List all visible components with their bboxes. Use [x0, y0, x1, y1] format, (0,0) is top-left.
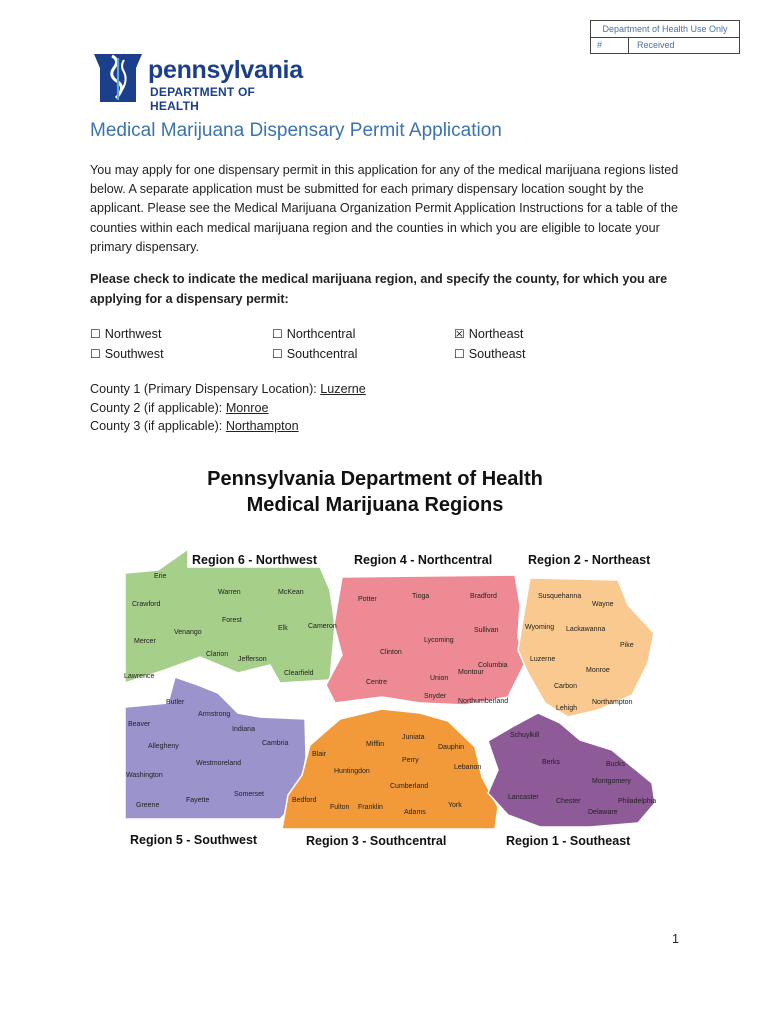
county-label: Erie	[154, 573, 167, 580]
region-option-northeast[interactable]: ☒ Northeast	[454, 324, 523, 344]
county-label: Lancaster	[508, 794, 539, 801]
county-label: Union	[430, 675, 449, 682]
county-label: Tioga	[412, 593, 430, 600]
county-label: York	[448, 802, 462, 809]
county-label: Dauphin	[438, 744, 465, 751]
keystone-logo-icon	[90, 50, 146, 106]
county-label: Bucks	[606, 761, 626, 768]
county-label: Lawrence	[124, 673, 155, 680]
checkbox-icon[interactable]: ☐	[90, 327, 101, 341]
county-label: Lehigh	[556, 705, 578, 712]
county-label: Lackawanna	[566, 626, 606, 633]
county-label: Westmoreland	[196, 760, 242, 767]
county-label: Wyoming	[525, 624, 555, 631]
office-use-number: #	[591, 38, 629, 53]
county-label: Clearfield	[284, 670, 314, 677]
county-label: Mercer	[134, 638, 156, 645]
county-label: Mifflin	[366, 741, 385, 748]
county-label: Delaware	[588, 809, 618, 816]
county-fields	[90, 380, 366, 436]
region-shape-northwest	[125, 549, 335, 683]
county-label: Northumberland	[458, 698, 509, 705]
county-label: Elk	[278, 625, 288, 632]
county-label: Columbia	[478, 662, 508, 669]
county-label: Sullivan	[474, 627, 499, 634]
county-label: Allegheny	[148, 743, 179, 750]
county-label: Fayette	[186, 797, 210, 804]
checkbox-icon[interactable]: ☐	[272, 327, 283, 341]
region-label-northwest: Region 6 - Northwest	[192, 553, 318, 567]
page-number: 1	[672, 932, 680, 946]
county-label: Crawford	[132, 601, 161, 608]
intro-paragraph: You may apply for one dispensary permit in this application for any of the medical marijuana regions listed below. A separate application must be submitted for each primary dispensary location sought by the applicant. Please see the Medical Marijuana Organization Permit Application Instructions for a table of the counties within each medical marijuana region and the counties in which you are eligible to locate your primary dispensary.	[90, 163, 679, 254]
county-3-row: County 3 (if applicable): Northampton	[90, 419, 299, 433]
county-label: Jefferson	[238, 656, 267, 663]
county-label: Northampton	[592, 699, 633, 706]
county-2-row: County 2 (if applicable): Monroe	[90, 400, 269, 415]
county-2-value[interactable]: Monroe	[225, 400, 269, 415]
county-label: Cameron	[308, 623, 337, 630]
county-label: Juniata	[402, 734, 425, 741]
county-label: Clarion	[206, 651, 229, 658]
county-label: Washington	[126, 772, 163, 779]
regions-map	[120, 545, 660, 855]
county-label: Somerset	[234, 791, 264, 798]
county-label: Beaver	[128, 721, 151, 728]
county-label: Blair	[312, 751, 327, 758]
county-label: McKean	[278, 589, 304, 596]
map-title: Pennsylvania Department of Health Medical Marijuana Regions	[207, 468, 543, 516]
checkbox-icon[interactable]: ☐	[454, 347, 465, 361]
county-label: Armstrong	[198, 711, 231, 718]
county-label: Butler	[166, 699, 185, 706]
region-option-northcentral[interactable]: ☐ Northcentral	[272, 324, 355, 344]
county-label: Lycoming	[424, 637, 454, 644]
checkbox-icon[interactable]: ☐	[272, 347, 283, 361]
county-label: Montour	[458, 669, 484, 676]
region-option-southcentral[interactable]: ☐ Southcentral	[272, 344, 357, 364]
county-label: Perry	[402, 757, 419, 764]
county-label: Chester	[556, 798, 581, 805]
county-label: Warren	[218, 589, 241, 596]
county-label: Montgomery	[592, 778, 631, 785]
county-label: Adams	[404, 809, 426, 816]
county-label: Berks	[542, 759, 560, 766]
region-option-northwest[interactable]: ☐ Northwest	[90, 324, 161, 344]
county-label: Pike	[620, 642, 634, 649]
county-3-value[interactable]: Northampton	[225, 419, 299, 433]
county-label: Huntingdon	[334, 768, 370, 775]
logo-wordmark: pennsylvania	[148, 56, 303, 84]
county-1-row: County 1 (Primary Dispensary Location): Luzerne	[90, 382, 366, 396]
county-label: Bradford	[470, 593, 497, 600]
county-label: Wayne	[592, 601, 614, 608]
region-label-northeast: Region 2 - Northeast	[528, 553, 651, 567]
region-label-southcentral: Region 3 - Southcentral	[306, 834, 447, 848]
county-label: Bedford	[292, 797, 317, 804]
region-option-southeast[interactable]: ☐ Southeast	[454, 344, 525, 364]
region-shape-southeast	[488, 713, 655, 827]
office-use-header: Department of Health Use Only	[591, 21, 739, 38]
county-label: Cambria	[262, 740, 289, 747]
county-label: Potter	[358, 596, 377, 603]
county-1-value[interactable]: Luzerne	[320, 382, 366, 396]
region-label-northcentral: Region 4 - Northcentral	[354, 553, 493, 567]
county-label: Carbon	[554, 683, 577, 690]
county-label: Fulton	[330, 804, 350, 811]
county-label: Indiana	[232, 726, 255, 733]
county-label: Venango	[174, 629, 202, 636]
checkbox-icon[interactable]: ☐	[90, 347, 101, 361]
county-label: Susquehanna	[538, 593, 582, 600]
regions-map-graphic	[120, 545, 660, 855]
region-option-southwest[interactable]: ☐ Southwest	[90, 344, 164, 364]
instruction-text: Please check to indicate the medical marijuana region, and specify the county, for which you are applying for a dispensary permit:	[90, 272, 668, 306]
pa-doh-logo	[90, 50, 305, 113]
county-label: Luzerne	[530, 656, 556, 663]
county-label: Schuylkill	[510, 732, 540, 739]
county-label: Monroe	[586, 667, 610, 674]
county-label: Clinton	[380, 649, 402, 656]
county-label: Greene	[136, 802, 160, 809]
county-label: Lebanon	[454, 764, 482, 771]
county-label: Cumberland	[390, 783, 429, 790]
checkbox-checked-icon[interactable]: ☒	[454, 327, 465, 341]
region-label-southeast: Region 1 - Southeast	[506, 834, 631, 848]
county-label: Philadelphia	[618, 798, 657, 805]
region-label-southwest: Region 5 - Southwest	[130, 833, 258, 847]
county-label: Franklin	[358, 804, 383, 811]
office-use-box	[590, 20, 740, 54]
page-title: Medical Marijuana Dispensary Permit Application	[90, 120, 502, 141]
county-label: Snyder	[424, 693, 447, 700]
county-label: Forest	[222, 617, 242, 624]
office-use-received: Received	[637, 40, 675, 50]
county-label: Centre	[366, 679, 388, 686]
logo-subtitle: DEPARTMENT OF HEALTH	[150, 85, 256, 113]
